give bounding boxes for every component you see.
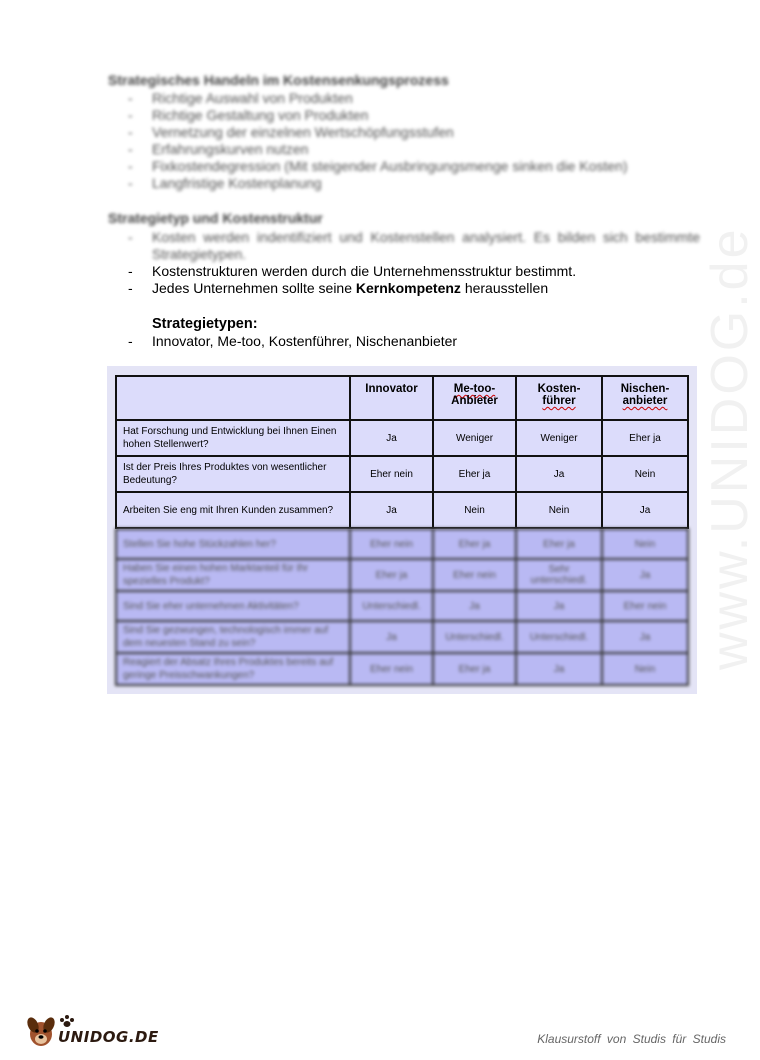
list-item-core-competence: - Jedes Unternehmen sollte seine Kernkompetenz herausstellen xyxy=(128,280,549,296)
list-item: - Kosten werden indentifiziert und Kostenstellen analysiert. Es bilden sich bestimmte Strategietypen. xyxy=(128,229,700,262)
list-item-strategietypen: - Innovator, Me-too, Kostenführer, Nischenanbieter xyxy=(128,333,458,349)
header-innovator: Innovator xyxy=(350,376,433,420)
list-item: - Vernetzung der einzelnen Wertschöpfungsstufen xyxy=(128,124,454,140)
section2-heading: Strategietyp und Kostenstruktur xyxy=(108,210,323,226)
table-row: Ist der Preis Ihres Produktes von wesentlicher Bedeutung? Eher nein Eher ja Ja Nein xyxy=(116,456,688,492)
table-row: Sind Sie gezwungen, technologisch immer auf dem neuesten Stand zu sein? Ja Unterschiedl. Unterschiedl. Ja xyxy=(116,621,688,653)
list-item: - Erfahrungskurven nutzen xyxy=(128,141,309,157)
table-row: Sind Sie eher unternehmen Aktivitäten? Unterschiedl. Ja Ja Eher nein xyxy=(116,591,688,621)
core-competence-bold: Kernkompetenz xyxy=(355,280,461,296)
list-item: - Richtige Gestaltung von Produkten xyxy=(128,107,369,123)
section2-list xyxy=(128,263,700,297)
list-item: - Fixkostendegression (Mit steigender Ausbringungsmenge sinken die Kosten) xyxy=(128,158,628,174)
strategy-table-container xyxy=(107,366,697,694)
watermark-text: www.UNIDOG.de xyxy=(701,226,759,670)
strategy-table-blurred xyxy=(115,528,689,686)
table-row: Hat Forschung und Entwicklung bei Ihnen Einen hohen Stellenwert? Ja Weniger Weniger Eher ja xyxy=(116,420,688,456)
table-row: Stellen Sie hohe Stückzahlen her? Eher nein Eher ja Eher ja Nein xyxy=(116,529,688,559)
section1-list xyxy=(128,90,700,192)
table-row: Arbeiten Sie eng mit Ihren Kunden zusammen? Ja Nein Nein Ja xyxy=(116,492,688,528)
strategy-table xyxy=(115,375,689,529)
section2-blurred-list xyxy=(128,229,700,263)
header-kostenfuehrer: Kosten- führer xyxy=(516,376,602,420)
header-question xyxy=(116,376,350,420)
section1-heading: Strategisches Handeln im Kostensenkungsprozess xyxy=(108,72,449,88)
footer-text: Klausurstoff von Studis für Studis xyxy=(537,1032,726,1046)
strategietypen-label: Strategietypen: xyxy=(152,316,258,332)
table-row: Reagiert der Absatz Ihres Produktes bereits auf geringe Preisschwankungen? Eher nein Eher ja Ja Nein xyxy=(116,653,688,685)
unidog-logo-text: UNIDOG.DE xyxy=(58,1028,159,1046)
table-header-row xyxy=(116,376,688,420)
list-item: - Richtige Auswahl von Produkten xyxy=(128,90,353,106)
header-metoo: Me-too- Anbieter xyxy=(433,376,516,420)
table-row: Haben Sie einen hohen Marktanteil für Ihr spezielles Produkt? Eher ja Eher nein Sehr unterschiedl. Ja xyxy=(116,559,688,591)
list-item-structure: - Kostenstrukturen werden durch die Unternehmensstruktur bestimmt. xyxy=(128,263,577,279)
strategietypen-list xyxy=(128,333,700,350)
list-item: - Langfristige Kostenplanung xyxy=(128,175,322,191)
header-nischenanbieter: Nischen- anbieter xyxy=(602,376,688,420)
